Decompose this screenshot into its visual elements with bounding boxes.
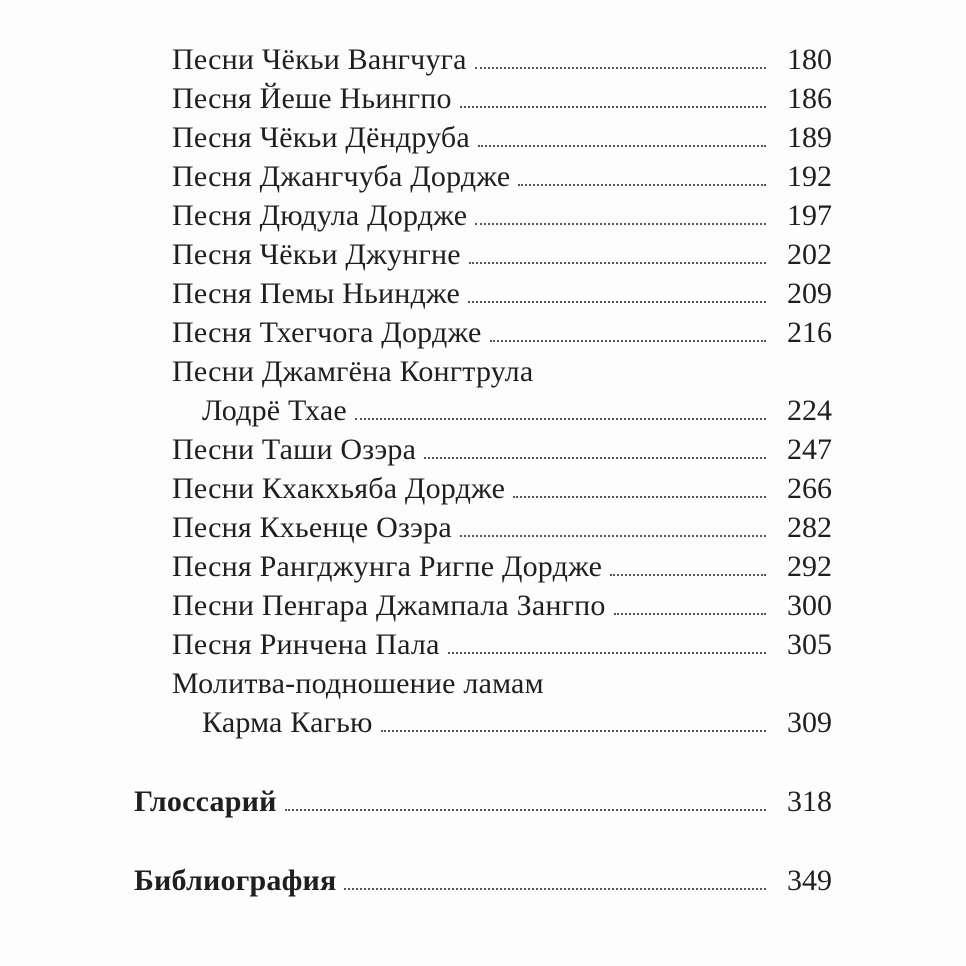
dot-leader [475,223,766,225]
toc-entry-page: 309 [787,706,832,739]
dot-leader [610,574,766,576]
toc-entry-title: Песня Чёкьи Дёндруба [172,121,470,154]
toc-entry-title: Молитва-подношение ламам [172,667,544,700]
toc-entry-title: Песни Таши Озэра [172,433,417,466]
toc-entry-title-continued: Карма Кагью [202,706,373,739]
toc-entry-title: Песни Джамгёна Конгтрула [172,355,534,388]
toc-section-page: 349 [787,864,832,897]
dot-leader [424,457,766,459]
toc-entry [172,38,832,78]
toc-entry-title: Песни Чёкьи Вангчуга [172,43,467,76]
toc-entry [172,506,832,546]
dot-leader [468,301,766,303]
toc-entry-title: Песня Пемы Ньиндже [172,277,460,310]
toc-entry-title: Песня Чёкьи Джунгне [172,238,461,271]
toc-entry-title: Песня Кхьенце Озэра [172,511,452,544]
dot-leader [469,262,766,264]
toc-entry-page: 189 [787,121,832,154]
toc-entry-title-line1 [172,350,533,390]
toc-entry-page: 192 [787,160,832,193]
toc-entry [172,623,832,663]
toc-entry-page: 209 [787,277,832,310]
dot-leader [460,535,766,537]
dot-leader [344,888,766,890]
toc-entry-page: 282 [787,511,832,544]
toc-entry [172,428,832,468]
toc-entry-page: 305 [787,628,832,661]
toc-entry-title: Песня Дюдула Дордже [172,199,468,232]
toc-entry-page: 186 [787,82,832,115]
toc-entry-title: Песня Ринчена Пала [172,628,440,661]
toc-section-glossary [134,780,832,820]
toc-entry-title-line1 [172,662,544,702]
toc-section-title: Глоссарий [134,785,277,818]
toc-entry-title-continued: Лодрё Тхае [202,394,347,427]
toc-entry-page: 247 [787,433,832,466]
toc-entry [172,233,832,273]
dot-leader [355,418,766,420]
toc-entry [172,155,832,195]
toc-entry-page: 266 [787,472,832,505]
toc-entry [172,116,832,156]
toc-entry-page: 292 [787,550,832,583]
dot-leader [381,730,766,732]
toc-entry [202,389,832,429]
toc-entry [172,467,832,507]
toc-section-bibliography [134,859,832,899]
toc-entry-title: Песня Джангчуба Дордже [172,160,511,193]
toc-entry-page: 180 [787,43,832,76]
dot-leader [614,613,766,615]
dot-leader [460,106,766,108]
dot-leader [448,652,766,654]
dot-leader [478,145,766,147]
toc-entry [202,701,832,741]
toc-entry-page: 224 [787,394,832,427]
dot-leader [285,809,766,811]
dot-leader [475,67,766,69]
toc-entry [172,77,832,117]
toc-section-title: Библиография [134,864,337,897]
toc-entry-title: Песня Йеше Ньингпо [172,82,452,115]
dot-leader [513,496,766,498]
toc-section-page: 318 [787,785,832,818]
toc-entry-page: 197 [787,199,832,232]
toc-entry-title: Песня Тхегчога Дордже [172,316,482,349]
toc-entry [172,194,832,234]
toc-entry [172,545,832,585]
toc-entry-title: Песня Рангджунга Ригпе Дордже [172,550,603,583]
dot-leader [518,184,766,186]
toc-entry-title: Песни Кхакхьяба Дордже [172,472,506,505]
toc-entry-page: 300 [787,589,832,622]
toc-entry-title: Песни Пенгара Джампала Зангпо [172,589,606,622]
toc-entry [172,272,832,312]
toc-entry-page: 202 [787,238,832,271]
dot-leader [490,340,767,342]
toc-entry [172,311,832,351]
toc-entry-page: 216 [787,316,832,349]
toc-entry [172,584,832,624]
